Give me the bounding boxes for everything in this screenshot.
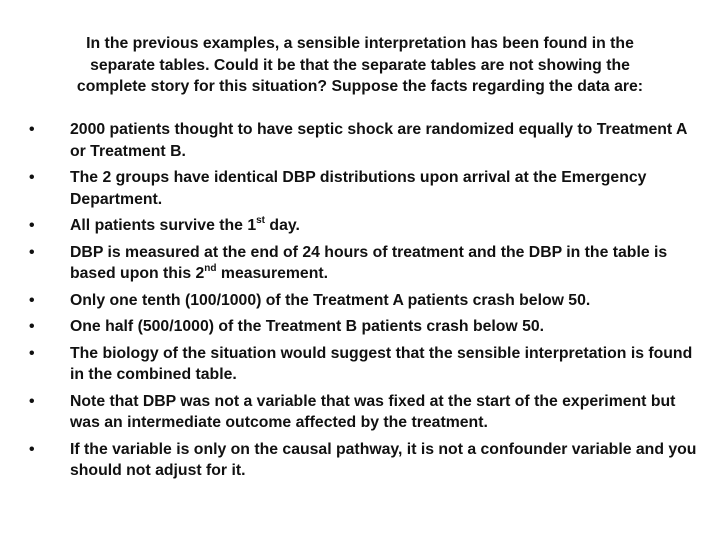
bullet-text: Note that DBP was not a variable that was fixed at the start of the experiment but was an intermediate outcome affected by the treatment. [70,392,676,431]
bullet-item [28,391,698,434]
bullet-item [28,242,698,285]
bullet-item [28,119,698,162]
bullet-icon: • [29,440,35,458]
bullet-icon: • [29,169,35,186]
bullet-text: The biology of the situation would suggest that the sensible interpretation is found in the combined table. [70,344,693,383]
bullet-item [28,343,698,386]
bullet-icon: • [29,217,35,234]
bullet-item [28,290,698,312]
intro-paragraph [28,33,692,98]
bullet-item [28,215,698,237]
bullet-text-part: DBP is measured at the end of 24 hours of treatment and the DBP in the table is based upon this 2 [70,243,668,282]
ordinal-superscript: st [256,214,266,226]
bullet-icon: • [29,291,35,309]
ordinal-superscript: nd [204,262,217,274]
bullet-icon: • [29,344,35,362]
bullet-icon: • [29,243,35,261]
bullet-text-part: All patients survive the 1 [70,217,257,234]
bullet-icon: • [29,392,35,410]
bullet-text: If the variable is only on the causal pathway, it is not a confounder variable and you should not adjust for it. [70,440,697,479]
bullet-text [70,244,667,283]
bullet-item [28,316,698,338]
intro-line: In the previous examples, a sensible interpretation has been found in the [86,35,634,52]
bullet-text-part: day. [265,217,300,234]
bullet-text-part: measurement. [216,265,329,282]
facts-bullet-list [28,119,698,487]
bullet-item [28,439,698,482]
bullet-text: 2000 patients thought to have septic shock are randomized equally to Treatment A or Treatment B. [70,121,687,160]
bullet-text: The 2 groups have identical DBP distributions upon arrival at the Emergency Department. [70,169,647,208]
intro-line: complete story for this situation? Suppose the facts regarding the data are: [76,78,644,95]
bullet-text: One half (500/1000) of the Treatment B patients crash below 50. [70,318,545,335]
intro-line: separate tables. Could it be that the separate tables are not showing the [90,56,630,74]
bullet-text: Only one tenth (100/1000) of the Treatment A patients crash below 50. [70,291,591,309]
bullet-item [28,167,698,210]
bullet-icon: • [29,121,35,138]
bullet-icon: • [29,318,35,335]
bullet-text [70,214,300,234]
